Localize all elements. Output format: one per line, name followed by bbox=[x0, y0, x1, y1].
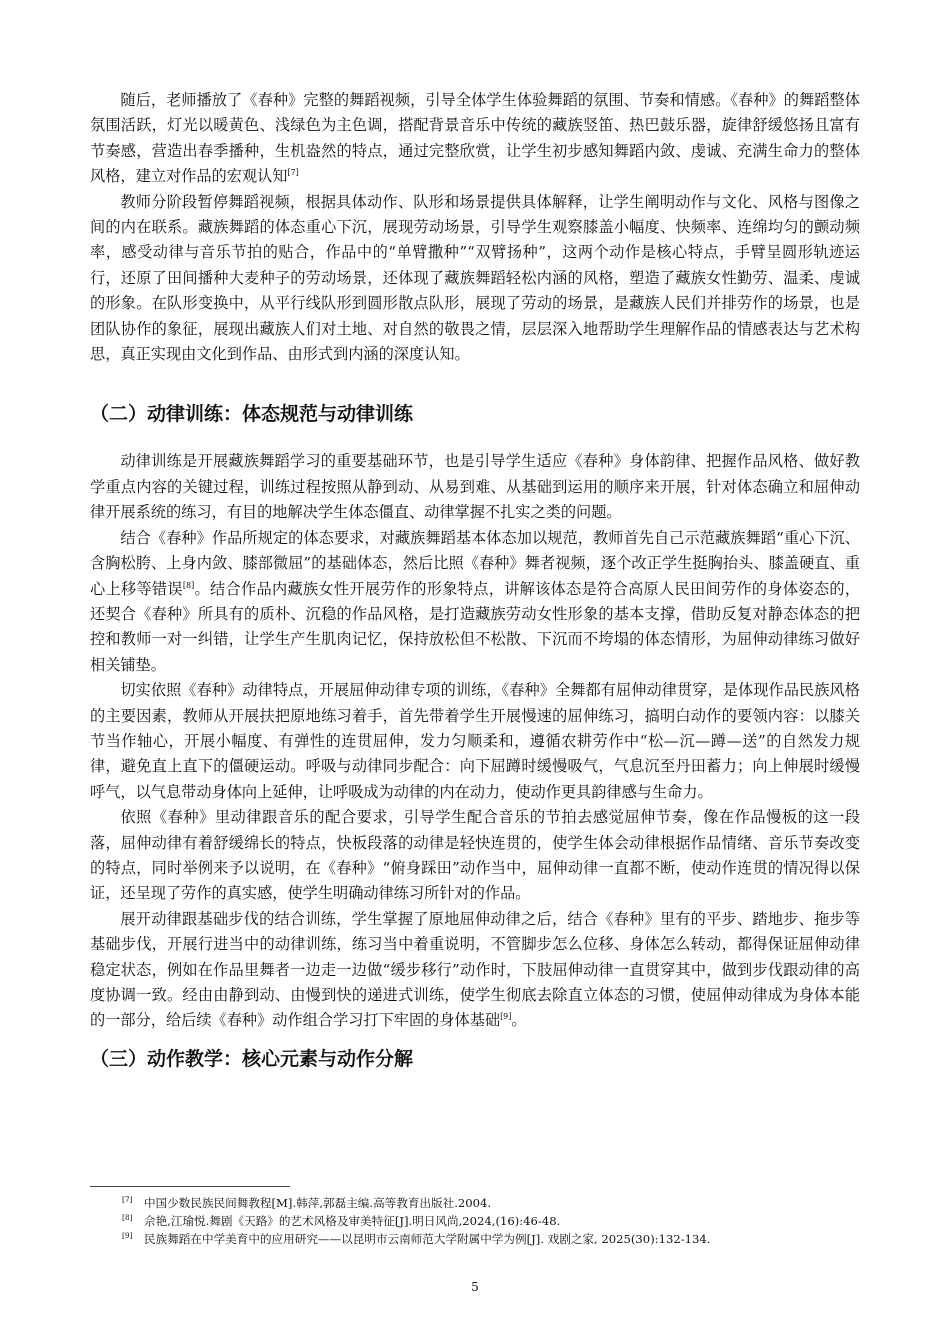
footnote-item bbox=[90, 1194, 890, 1212]
paragraph-s2-3 bbox=[90, 678, 860, 805]
citation-ref: [7] bbox=[287, 168, 299, 178]
footnotes bbox=[90, 1194, 890, 1248]
paragraph-text: 结合《春种》作品所规定的体态要求，对藏族舞蹈基本体态加以规范，教师首先自己示范藏族舞蹈“重心下沉、含胸松胯、上身内敛、膝部微屈”的基础体态，然后比照《春种》舞者视频，逐个改正学生挺胸抬头、膝盖硬直、重心上移等错误 bbox=[90, 528, 860, 598]
paragraph-intro-2 bbox=[90, 190, 860, 368]
paragraph-text: 随后，老师播放了《春种》完整的舞蹈视频，引导全体学生体验舞蹈的氛围、节奏和情感。《春种》的舞蹈整体氛围活跃，灯光以暖黄色、浅绿色为主色调，搭配背景音乐中传统的藏族竖笛、热巴鼓乐器，旋律舒缓悠扬且富有节奏感，营造出春季播种，生机盎然的特点，通过完整欣赏，让学生初步感知舞蹈内敛、虔诚、充满生命力的整体风格，建立对作品的宏观认知 bbox=[90, 91, 860, 186]
paragraph-text-tail: 。 bbox=[511, 1011, 527, 1030]
paragraph-s2-2 bbox=[90, 526, 860, 678]
section-heading-2: （二）动律训练：体态规范与动律训练 bbox=[90, 403, 414, 426]
section-heading-3: （三）动作教学：核心元素与动作分解 bbox=[90, 1047, 414, 1070]
paragraph-text: 依照《春种》里动律跟音乐的配合要求，引导学生配合音乐的节拍去感觉屈伸节奏，像在作品慢板的这一段落，屈伸动律有着舒缓绵长的特点，快板段落的动律是轻快连贯的，使学生体会动律根据作品情绪、音乐节奏改变的特点，同时举例来予以说明，在《春种》“俯身踩田”动作当中，屈伸动律一直都不断，使动作连贯的情况得以保证，还呈现了劳作的真实感，使学生明确动律练习所针对的作品。 bbox=[90, 808, 860, 903]
citation-ref: [9] bbox=[500, 1012, 512, 1022]
paragraph-text: 切实依照《春种》动律特点，开展屈伸动律专项的训练，《春种》全舞都有屈伸动律贯穿，是体现作品民族风格的主要因素，教师从开展扶把原地练习着手，首先带着学生开展慢速的屈伸练习，搞明白动作的要领内容：以膝关节当作轴心，开展小幅度、有弹性的连贯屈伸，发力匀顺柔和，遵循农耕劳作中“松—沉—蹲—送”的自然发力规律，避免直上直下的僵硬运动。呼吸与动律同步配合：向下屈蹲时缓慢吸气，气息沉至丹田蓄力；向上伸展时缓慢呼气，以气息带动身体向上延伸，让呼吸成为动律的内在动力，使动作更具韵律感与生命力。 bbox=[90, 681, 860, 801]
footnote-divider bbox=[90, 1186, 290, 1187]
body-content bbox=[90, 88, 860, 1072]
paragraph-text: 动律训练是开展藏族舞蹈学习的重要基础环节，也是引导学生适应《春种》身体韵律、把握作品风格、做好教学重点内容的关键过程，训练过程按照从静到动、从易到难、从基础到运用的顺序来开展，针对体态确立和屈伸动律开展系统的练习，有目的地解决学生体态僵直、动律掌握不扎实之类的问题。 bbox=[90, 452, 860, 522]
footnote-text: 民族舞蹈在中学美育中的应用研究——以昆明市云南师范大学附属中学为例[J]. 戏剧之家, 2025(30):132-134. bbox=[144, 1232, 711, 1246]
footnote-item bbox=[90, 1230, 890, 1248]
footnote-mark: [9] bbox=[122, 1231, 133, 1240]
page-number: 5 bbox=[471, 1280, 479, 1294]
paragraph-text: 教师分阶段暂停舞蹈视频，根据具体动作、队形和场景提供具体解释，让学生阐明动作与文化、风格与图像之间的内在联系。藏族舞蹈的体态重心下沉，展现劳动场景，引导学生观察膝盖小幅度、快频率、连绵均匀的颤动频率，感受动律与音乐节拍的贴合，作品中的“单臂撒种”“双臂扬种”，这两个动作是核心特点，手臂呈圆形轨迹运行，还原了田间播种大麦种子的劳动场景，还体现了藏族舞蹈轻松内涵的风格，塑造了藏族女性勤劳、温柔、虔诚的形象。在队形变换中，从平行线队形到圆形散点队形，展现了劳动的场景，是藏族人民们并排劳作的场景，也是团队协作的象征，展现出藏族人们对土地、对自然的敬畏之情，层层深入地帮助学生理解作品的情感表达与艺术构思，真正实现由文化到作品、由形式到内涵的深度认知。 bbox=[90, 192, 860, 364]
footnote-mark: [8] bbox=[122, 1213, 133, 1222]
footnote-mark: [7] bbox=[122, 1195, 133, 1204]
paragraph-intro-1 bbox=[90, 88, 860, 190]
citation-ref: [8] bbox=[182, 580, 195, 590]
footnote-item bbox=[90, 1212, 890, 1230]
paragraph-text-tail: 。结合作品内藏族女性开展劳作的形象特点，讲解该体态是符合高原人民田间劳作的身体姿态的，还契合《春种》所具有的质朴、沉稳的作品风格，是打造藏族劳动女性形象的基本支撑，借助反复对静态体态的把控和教师一对一纠错，让学生产生肌肉记忆，保持放松但不松散、下沉而不垮塌的体态情形，为屈伸动律练习做好相关铺垫。 bbox=[90, 579, 861, 674]
paragraph-s2-4 bbox=[90, 805, 860, 907]
paragraph-s2-1 bbox=[90, 449, 860, 525]
paragraph-s2-5 bbox=[90, 907, 860, 1034]
footnote-text: 佘艳,江瑜悦.舞剧《天路》的艺术风格及审美特征[J].明日风尚,2024,(16):46-48. bbox=[144, 1214, 561, 1228]
paragraph-text: 展开动律跟基础步伐的结合训练，学生掌握了原地屈伸动律之后，结合《春种》里有的平步、踏地步、拖步等基础步伐，开展行进当中的动律训练，练习当中着重说明，不管脚步怎么位移、身体怎么转动，都得保证屈伸动律稳定状态，例如在作品里舞者一边走一边做“缓步移行”动作时，下肢屈伸动律一直贯穿其中，做到步伐跟动律的高度协调一致。经由由静到动、由慢到快的递进式训练，使学生彻底去除直立体态的习惯，使屈伸动律成为身体本能的一部分，给后续《春种》动作组合学习打下牢固的身体基础 bbox=[90, 909, 860, 1030]
footnote-text: 中国少数民族民间舞教程[M].韩萍,郭磊主编.高等教育出版社.2004. bbox=[144, 1196, 492, 1210]
